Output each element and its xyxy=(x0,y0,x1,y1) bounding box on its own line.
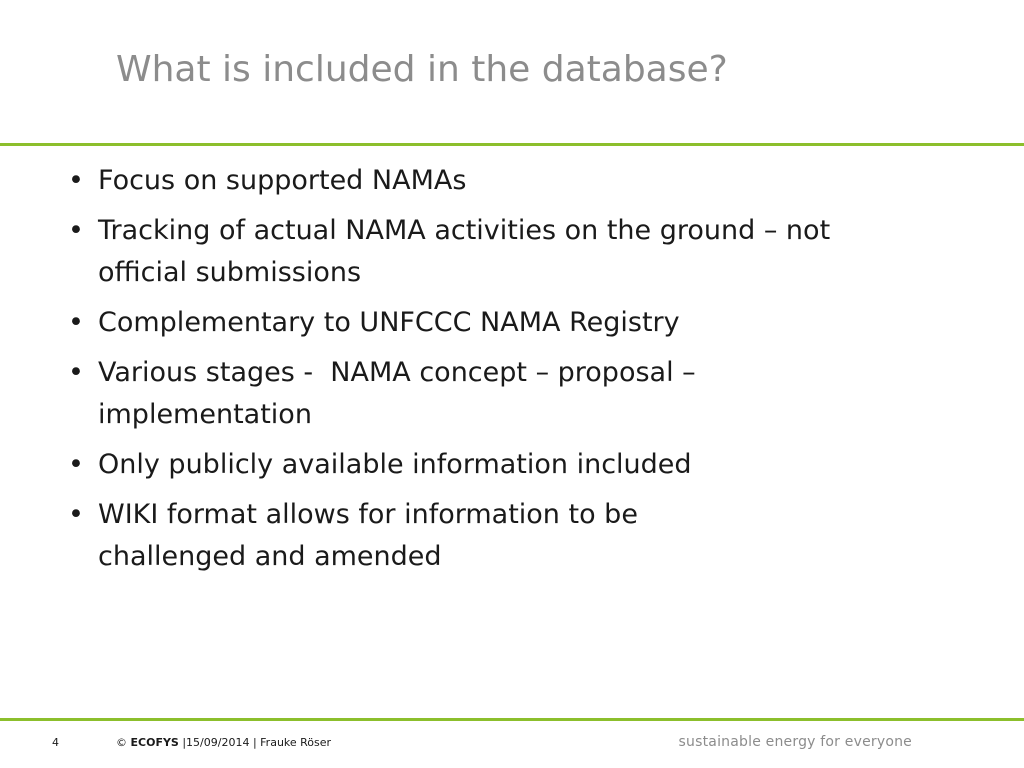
bullet-item xyxy=(66,352,858,436)
bullet-marker: • xyxy=(68,215,84,246)
bullet-item xyxy=(66,160,926,202)
bullet-item xyxy=(66,444,926,486)
bullet-list xyxy=(66,160,926,586)
bullet-text: Tracking of actual NAMA activities on the ground – not official submissions xyxy=(98,215,831,288)
bullet-text: Various stages - NAMA concept – proposal – implementation xyxy=(98,357,696,430)
footer-date-author: |15/09/2014 | Frauke Röser xyxy=(182,736,332,749)
bullet-text: Only publicly available information included xyxy=(98,449,692,480)
bullet-marker: • xyxy=(68,499,84,530)
slide-title: What is included in the database? xyxy=(116,49,728,90)
footer-divider xyxy=(0,718,1024,721)
bullet-item xyxy=(66,302,926,344)
bullet-text: Complementary to UNFCCC NAMA Registry xyxy=(98,307,680,338)
bullet-marker: • xyxy=(68,307,84,338)
brand-name: ECOFYS xyxy=(130,736,179,749)
bullet-text: Focus on supported NAMAs xyxy=(98,165,467,196)
bullet-marker: • xyxy=(68,449,84,480)
header-divider xyxy=(0,143,1024,146)
bullet-item xyxy=(66,494,788,578)
bullet-marker: • xyxy=(68,165,84,196)
brand-tagline: sustainable energy for everyone xyxy=(678,734,912,750)
footer xyxy=(0,736,600,754)
bullet-item xyxy=(66,210,918,294)
page-number: 4 xyxy=(52,736,59,749)
footer-meta xyxy=(116,736,331,749)
copyright-symbol: © xyxy=(116,736,127,749)
bullet-text: WIKI format allows for information to be challenged and amended xyxy=(98,499,638,572)
bullet-marker: • xyxy=(68,357,84,388)
